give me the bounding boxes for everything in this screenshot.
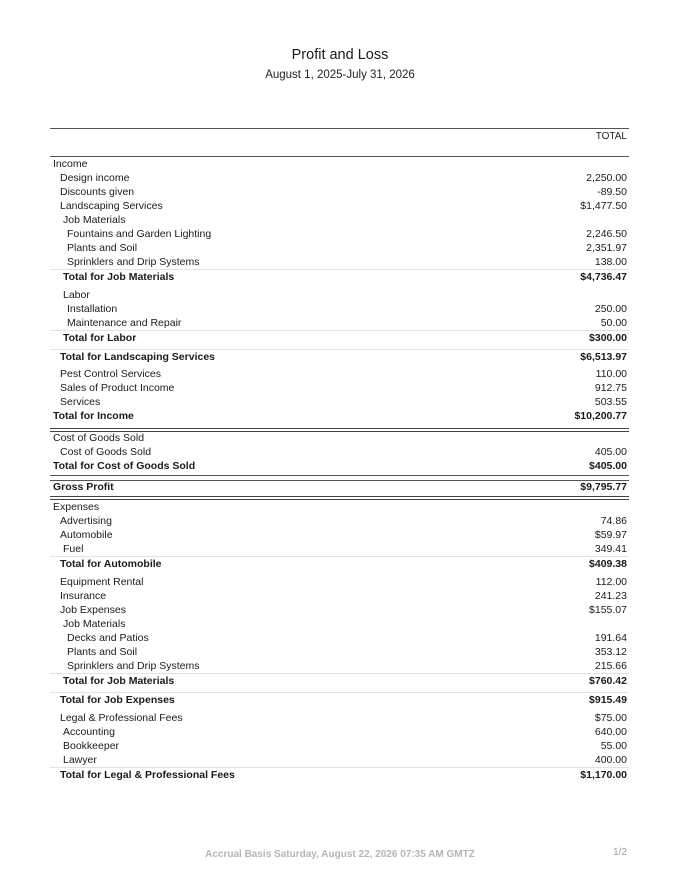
row-amount: $405.00 <box>589 460 627 472</box>
row-label: Landscaping Services <box>60 200 163 212</box>
report-title: Profit and Loss <box>291 47 389 63</box>
row-label: Insurance <box>60 590 107 602</box>
row-amount: $1,170.00 <box>580 769 627 781</box>
row-label: Labor <box>63 289 90 301</box>
row-label: Fountains and Garden Lighting <box>67 228 212 240</box>
row-amount: $760.42 <box>589 675 627 687</box>
column-header-total: TOTAL <box>595 131 627 142</box>
row-label: Services <box>60 396 101 408</box>
row-amount: 400.00 <box>594 754 627 766</box>
line-item-row <box>50 645 629 659</box>
section-row <box>50 431 629 445</box>
line-item-row <box>50 603 629 617</box>
row-amount: 2,246.50 <box>586 228 627 240</box>
row-label: Total for Income <box>53 410 134 422</box>
line-item-row <box>50 725 629 739</box>
row-label: Equipment Rental <box>60 576 144 588</box>
row-label: Fuel <box>63 543 84 555</box>
line-item-row <box>50 213 629 227</box>
line-item-row <box>50 227 629 241</box>
line-item-row <box>50 659 629 673</box>
row-amount: 215.66 <box>594 660 627 672</box>
line-item-row <box>50 445 629 459</box>
row-label: Legal & Professional Fees <box>60 712 183 724</box>
line-item-row <box>50 395 629 409</box>
line-item-row <box>50 631 629 645</box>
row-label: Plants and Soil <box>67 646 138 658</box>
row-amount: $915.49 <box>589 694 627 706</box>
report-period: August 1, 2025-July 31, 2026 <box>265 69 415 81</box>
row-label: Total for Automobile <box>60 558 162 570</box>
line-item-row <box>50 316 629 330</box>
row-amount: 503.55 <box>594 396 627 408</box>
row-label: Expenses <box>53 501 100 513</box>
line-item-row <box>50 739 629 753</box>
total-row <box>50 349 629 364</box>
line-item-row <box>50 542 629 556</box>
row-label: Discounts given <box>60 186 135 198</box>
row-label: Lawyer <box>63 754 97 766</box>
row-amount: 250.00 <box>594 303 627 315</box>
row-amount: 241.23 <box>594 590 627 602</box>
line-item-row <box>50 185 629 199</box>
row-label: Sprinklers and Drip Systems <box>67 256 200 268</box>
row-amount: 353.12 <box>594 646 627 658</box>
row-label: Job Materials <box>63 214 126 226</box>
row-amount: 2,250.00 <box>586 172 627 184</box>
total-row <box>50 409 629 423</box>
row-amount: 640.00 <box>594 726 627 738</box>
row-amount: $9,795.77 <box>580 481 627 493</box>
row-amount: 191.64 <box>594 632 627 644</box>
total-row <box>50 269 629 284</box>
line-item-row <box>50 589 629 603</box>
row-label: Total for Landscaping Services <box>60 351 216 363</box>
row-label: Sales of Product Income <box>60 382 175 394</box>
row-amount: $4,736.47 <box>580 271 627 283</box>
row-amount: $10,200.77 <box>574 410 627 422</box>
line-item-row <box>50 241 629 255</box>
line-item-row <box>50 617 629 631</box>
row-label: Pest Control Services <box>60 368 161 380</box>
row-label: Total for Job Expenses <box>60 694 175 706</box>
row-label: Total for Legal & Professional Fees <box>60 769 235 781</box>
row-label: Installation <box>67 303 118 315</box>
total-row <box>50 692 629 707</box>
row-amount: 50.00 <box>600 317 627 329</box>
row-label: Maintenance and Repair <box>67 317 182 329</box>
row-amount: 912.75 <box>594 382 627 394</box>
total-row <box>50 480 629 494</box>
line-item-row <box>50 514 629 528</box>
line-item-row <box>50 367 629 381</box>
row-label: Total for Job Materials <box>63 675 175 687</box>
row-amount: $155.07 <box>589 604 627 616</box>
row-amount: $300.00 <box>589 332 627 344</box>
row-label: Bookkeeper <box>63 740 120 752</box>
line-item-row <box>50 171 629 185</box>
row-label: Job Materials <box>63 618 126 630</box>
row-label: Advertising <box>60 515 112 527</box>
row-amount: 138.00 <box>594 256 627 268</box>
line-item-row <box>50 528 629 542</box>
row-label: Job Expenses <box>60 604 126 616</box>
row-label: Plants and Soil <box>67 242 138 254</box>
report-footer: Accrual Basis Saturday, August 22, 2026 07:35 AM GMTZ <box>205 849 475 860</box>
row-label: Accounting <box>63 726 115 738</box>
line-item-row <box>50 302 629 316</box>
total-row <box>50 556 629 571</box>
row-amount: 74.86 <box>600 515 627 527</box>
row-label: Gross Profit <box>53 481 114 493</box>
total-row <box>50 767 629 782</box>
row-amount: 55.00 <box>600 740 627 752</box>
line-item-row <box>50 753 629 767</box>
line-item-row <box>50 288 629 302</box>
row-label: Automobile <box>60 529 113 541</box>
line-item-row <box>50 255 629 269</box>
section-row <box>50 157 629 171</box>
row-label: Total for Cost of Goods Sold <box>53 460 196 472</box>
page-number: 1/2 <box>613 847 627 858</box>
row-amount: $409.38 <box>589 558 627 570</box>
row-amount: 112.00 <box>595 576 627 588</box>
total-row <box>50 330 629 345</box>
line-item-row <box>50 711 629 725</box>
row-label: Total for Labor <box>63 332 137 344</box>
row-amount: 349.41 <box>594 543 627 555</box>
total-row <box>50 459 629 473</box>
row-amount: $59.97 <box>594 529 627 541</box>
row-amount: -89.50 <box>597 186 627 198</box>
row-label: Sprinklers and Drip Systems <box>67 660 200 672</box>
total-row <box>50 673 629 688</box>
row-amount: 405.00 <box>594 446 627 458</box>
row-label: Cost of Goods Sold <box>60 446 152 458</box>
row-label: Design income <box>60 172 130 184</box>
line-item-row <box>50 381 629 395</box>
row-amount: $1,477.50 <box>580 200 627 212</box>
row-amount: $6,513.97 <box>580 351 627 363</box>
row-label: Total for Job Materials <box>63 271 175 283</box>
row-label: Cost of Goods Sold <box>53 432 145 444</box>
section-row <box>50 500 629 514</box>
line-item-row <box>50 199 629 213</box>
line-item-row <box>50 575 629 589</box>
row-amount: $75.00 <box>594 712 627 724</box>
row-label: Decks and Patios <box>67 632 149 644</box>
row-label: Income <box>53 158 88 170</box>
row-amount: 110.00 <box>595 368 627 380</box>
row-amount: 2,351.97 <box>586 242 627 254</box>
